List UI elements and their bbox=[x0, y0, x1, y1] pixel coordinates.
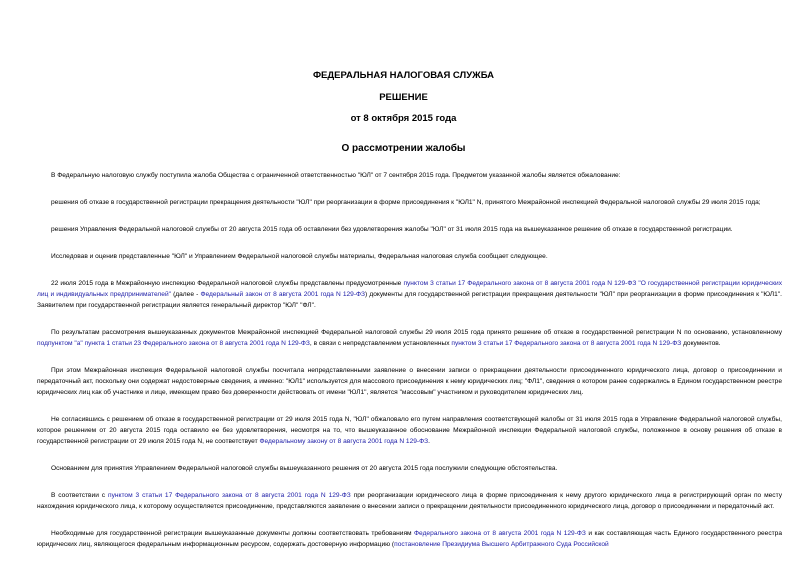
law-link[interactable]: пунктом 3 статьи 17 Федерального закона от 8 августа 2001 года N 129-ФЗ bbox=[451, 340, 682, 347]
paragraph-9 bbox=[37, 463, 782, 474]
law-link[interactable]: постановление Президиума Высшего Арбитражного Суда Российской bbox=[394, 541, 609, 548]
paragraph-text: Исследовав и оценив представленные "ЮЛ" и Управлением Федеральной налоговой службы материалы, Федеральная налоговая служба сообщает следующее. bbox=[51, 253, 548, 260]
paragraph-11 bbox=[37, 528, 782, 550]
paragraph-text: В Федеральную налоговую службу поступила жалоба Общества с ограниченной ответственностью "ЮЛ" от 7 сентября 2015 года. Предметом указанной жалобы является обжалование: bbox=[51, 172, 621, 179]
paragraph-4 bbox=[37, 251, 782, 262]
law-link[interactable]: пунктом 3 статьи 17 Федерального закона от 8 августа 2001 года N 129-ФЗ "О государственной регистрации юридических лиц и индивидуальных предпринимателей" bbox=[37, 280, 782, 298]
document-body bbox=[37, 170, 782, 566]
document-date-heading: от 8 октября 2015 года bbox=[350, 113, 457, 124]
paragraph-text: . bbox=[428, 438, 430, 445]
paragraph-text: Необходимые для государственной регистрации вышеуказанные документы должны соответствовать требованиям bbox=[51, 530, 415, 537]
paragraph-5 bbox=[37, 278, 782, 311]
paragraph-text: По результатам рассмотрения вышеуказанных документов Межрайонной инспекцией Федеральной налоговой службы 29 июля 2015 года принято решение об отказе в государственной регистрации N по основанию, установленному bbox=[51, 329, 782, 336]
paragraph-text: ) документы для государственной регистрации прекращения деятельности "ЮЛ" при реорганизации в форме присоединения к "ЮЛ1". Заявителем при государственной регистрации является генеральный директор "ЮЛ" "ФЛ". bbox=[37, 291, 782, 309]
paragraph-text: (далее - bbox=[170, 291, 201, 298]
paragraph-text: Не согласившись с решением об отказе в государственной регистрации от 29 июля 2015 года N, "ЮЛ" обжаловало его путем направления соответствующей жалобы от 31 июля 2015 года в Управление Федеральной налоговой службы, которое решением от 20 августа 2015 года оставило ее без удовлетворения, несмотря на то, что вышеуказанное обоснование Межрайонной инспекции Федеральной налоговой службы, положенное в основу решения об отказе в государственной регистрации от 29 июля 2015 года N, не соответствует bbox=[37, 416, 782, 445]
paragraph-text: 22 июля 2015 года в Межрайонную инспекцию Федеральной налоговой службы представлены предусмотренные bbox=[51, 280, 404, 287]
paragraph-text: при реорганизации юридического лица в форме присоединения к нему другого юридического лица в регистрирующий орган по месту нахождения юридического лица, к которому осуществляется присоединение, представляются заявление о внесении записи о прекращении деятельности присоединенного юридического лица, договор о присоединении и передаточный акт. bbox=[37, 492, 782, 510]
paragraph-3 bbox=[37, 224, 782, 235]
document-subject-heading: О рассмотрении жалобы bbox=[341, 143, 466, 154]
agency-heading: ФЕДЕРАЛЬНАЯ НАЛОГОВАЯ СЛУЖБА bbox=[312, 70, 495, 81]
law-link[interactable]: Федерального закона от 8 августа 2001 года N 129-ФЗ bbox=[414, 530, 586, 537]
paragraph-text: В соответствии с bbox=[51, 492, 109, 499]
paragraph-text: , в связи с непредставлением установленных bbox=[309, 340, 452, 347]
paragraph-text: При этом Межрайонная инспекция Федеральной налоговой службы посчитала непредставленными заявление о внесении записи о прекращении деятельности присоединенного юридического лица, договор о присоединении и передаточный акт, поскольку они содержат недостоверные сведения, а именно: "ЮЛ1" используется для массового присоединения к нему юридических лиц; "ФЛ1", сведения о котором ранее содержались в Едином государственном реестре юридических лиц как об участнике и лице, имеющем право без доверенности действовать от имени "ЮЛ1", является "массовым" участником и руководителем юридических лиц. bbox=[37, 367, 782, 396]
paragraph-1 bbox=[37, 170, 782, 181]
law-link[interactable]: Федеральному закону от 8 августа 2001 года N 129-ФЗ bbox=[259, 438, 429, 445]
paragraph-text: Основанием для принятия Управлением Федеральной налоговой службы вышеуказанного решения от 20 августа 2015 года послужили следующие обстоятельства. bbox=[51, 465, 558, 472]
paragraph-text: решения Управления Федеральной налоговой службы от 20 августа 2015 года об оставлении без удовлетворения жалобы "ЮЛ" от 31 июля 2015 года на вышеуказанное решение об отказе в государственной регистрации. bbox=[51, 226, 733, 233]
paragraph-text: документов. bbox=[681, 340, 721, 347]
law-link[interactable]: подпунктом "а" пункта 1 статьи 23 Федерального закона от 8 августа 2001 года N 129-ФЗ bbox=[37, 340, 310, 347]
law-link[interactable]: пунктом 3 статьи 17 Федерального закона от 8 августа 2001 года N 129-ФЗ bbox=[108, 492, 351, 499]
paragraph-text: решения об отказе в государственной регистрации прекращения деятельности "ЮЛ" при реорганизации в форме присоединения к "ЮЛ1" N, принятого Межрайонной инспекцией Федеральной налоговой службы 29 июля 2015 года; bbox=[51, 199, 761, 206]
paragraph-6 bbox=[37, 327, 782, 349]
paragraph-2 bbox=[37, 197, 782, 208]
paragraph-10 bbox=[37, 490, 782, 512]
paragraph-8 bbox=[37, 414, 782, 447]
paragraph-text: и как составляющая часть Единого государственного реестра юридических лиц, являющегося федеральным информационным ресурсом, содержать достоверную информацию ( bbox=[37, 530, 783, 548]
law-link[interactable]: Федеральный закон от 8 августа 2001 года N 129-ФЗ bbox=[200, 291, 366, 298]
document-type-heading: РЕШЕНИЕ bbox=[379, 92, 428, 103]
paragraph-7 bbox=[37, 365, 782, 398]
